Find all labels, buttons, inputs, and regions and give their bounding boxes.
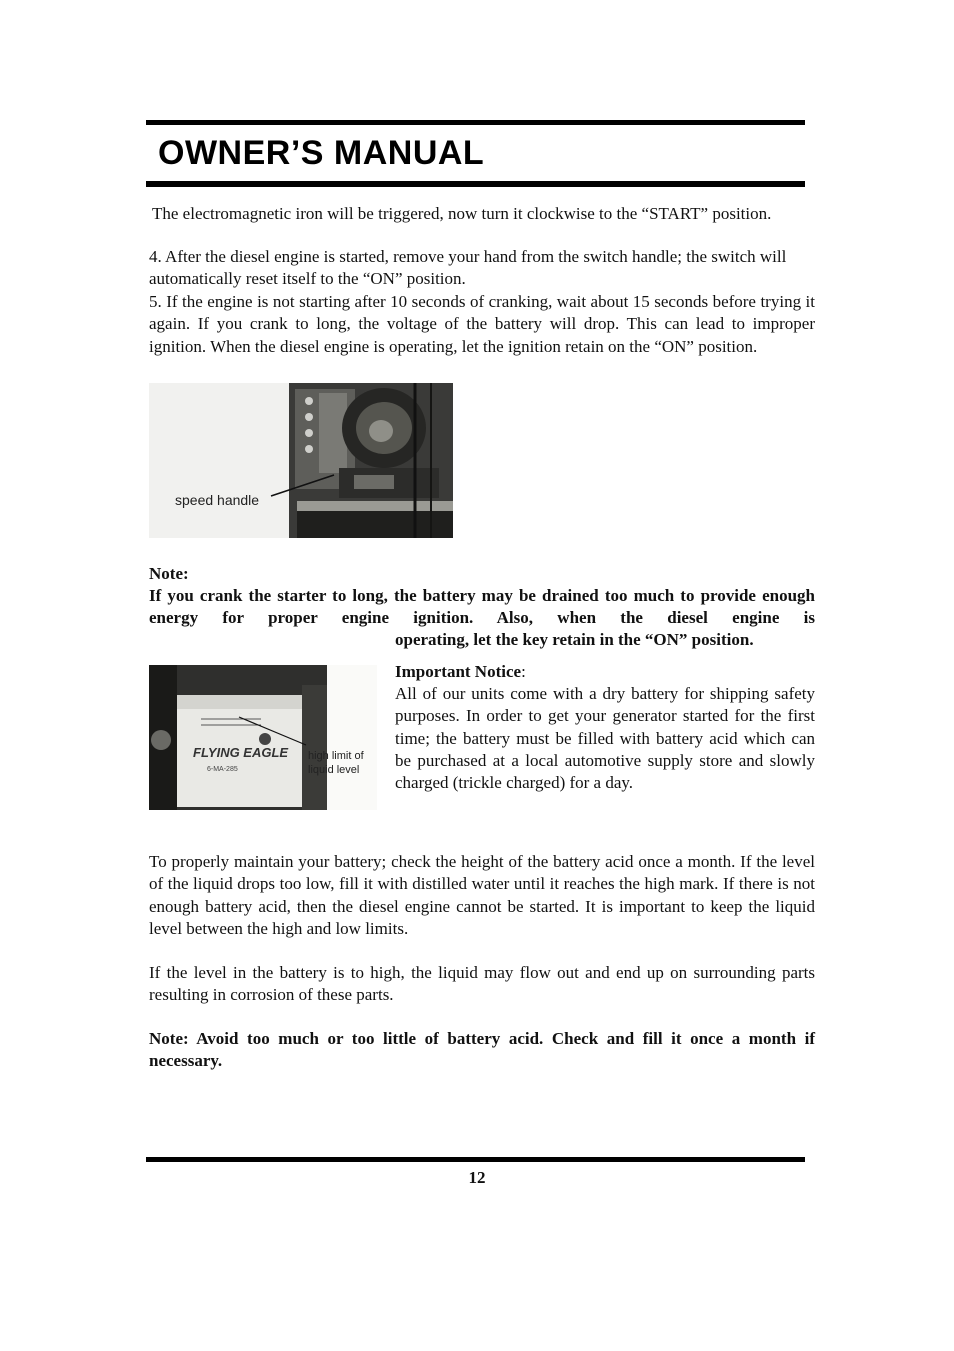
battery-brand-label: FLYING EAGLE <box>193 745 289 760</box>
paragraph-start-position: The electromagnetic iron will be triggered, now turn it clockwise to the “START” position. <box>152 204 772 223</box>
battery-photo-graphic <box>149 665 377 810</box>
high-limit-label-line1: high limit of <box>308 750 364 762</box>
header-top-rule <box>146 120 805 125</box>
note-key-position: operating, let the key retain in the “ON” position. <box>395 630 754 649</box>
battery-model-label: 6-MA-285 <box>207 766 238 773</box>
paragraph-step-4: 4. After the diesel engine is started, remove your hand from the switch handle; the switch will automatically reset itself to the “ON” position. <box>149 247 787 289</box>
speed-handle-photo <box>149 383 453 538</box>
paragraph-step-5: 5. If the engine is not starting after 10 seconds of cranking, wait about 15 seconds before trying it again. If you crank to long, the voltage of the battery will drop. This can lead to improper ignition. When the diesel engine is operating, let the ignition retain on the “ON” position. <box>149 292 815 356</box>
important-notice-colon: : <box>521 662 526 681</box>
page-number: 12 <box>468 1168 486 1187</box>
important-notice-body: All of our units come with a dry battery for shipping safety purposes. In order to get your generator started for the first time; the battery must be filled with battery acid which can be purchased at a local automotive supply store and slowly charged (trickle charged) for a day. <box>395 684 815 793</box>
note-heading: Note: <box>149 564 189 583</box>
important-notice-heading <box>395 661 815 683</box>
note-battery-acid: Note: Avoid too much or too little of battery acid. Check and fill it once a month if necessary. <box>149 1029 815 1071</box>
speed-handle-label: speed handle <box>175 492 260 508</box>
high-limit-label-line2: liquid level <box>308 764 360 776</box>
important-notice-title: Important Notice <box>395 662 522 681</box>
footer-rule <box>146 1157 805 1162</box>
page-title: OWNER’S MANUAL <box>158 134 485 172</box>
header-bottom-rule <box>146 181 805 187</box>
paragraph-overfill-warning: If the level in the battery is to high, the liquid may flow out and end up on surrounding parts resulting in corrosion of these parts. <box>149 963 815 1005</box>
battery-liquid-level-photo <box>149 665 377 810</box>
speed-handle-photo-graphic <box>149 383 453 538</box>
paragraph-maintain-battery: To properly maintain your battery; check the height of the battery acid once a month. If the level of the liquid drops too low, fill it with distilled water until it reaches the high mark. If there is not enough battery acid, then the diesel engine cannot be started. It is important to keep the liquid level between the high and low limits. <box>149 852 815 938</box>
note-battery-drain: If you crank the starter to long, the battery may be drained too much to provide enough energy for proper engine ignition. Also, when the diesel engine is <box>149 586 815 628</box>
